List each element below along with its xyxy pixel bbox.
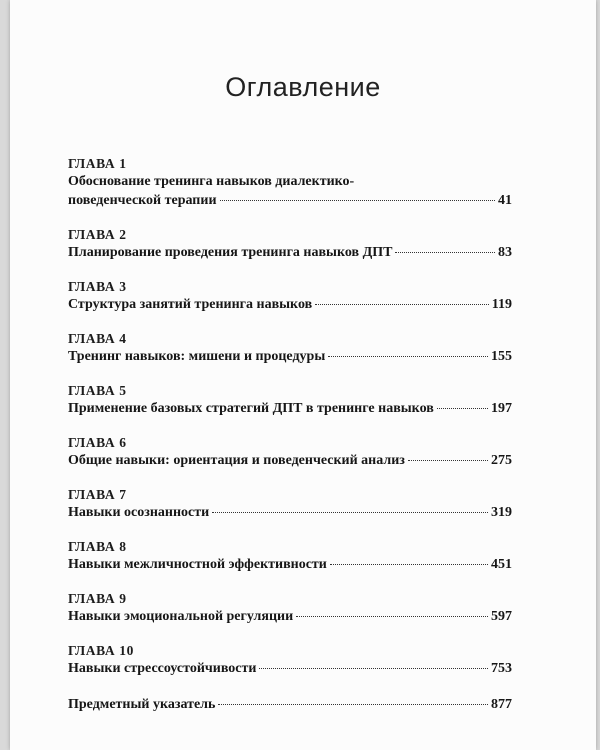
chapter-label: ГЛАВА 5 — [68, 383, 127, 398]
dot-leader — [259, 668, 488, 669]
toc-entry-index — [68, 695, 512, 714]
chapter-title: поведенческой терапии — [68, 193, 217, 208]
chapter-label: ГЛАВА 6 — [68, 435, 127, 450]
toc-entry-2 — [68, 227, 512, 262]
dot-leader — [315, 304, 489, 305]
page-title: Оглавление — [225, 72, 381, 102]
page-number: 119 — [491, 297, 512, 312]
chapter-title-line — [68, 295, 512, 314]
page-number: 41 — [498, 193, 512, 208]
dot-leader — [218, 704, 488, 705]
chapter-title: Навыки межличностной эффективности — [68, 557, 327, 572]
dot-leader — [328, 356, 488, 357]
page-number: 319 — [491, 505, 512, 520]
chapter-title: Навыки стрессоустойчивости — [68, 661, 257, 676]
toc-entry-9 — [68, 591, 512, 626]
page-number: 753 — [491, 661, 512, 676]
page-number: 197 — [491, 401, 512, 416]
page-number: 451 — [491, 557, 512, 572]
chapter-title: Применение базовых стратегий ДПТ в тренинге навыков — [68, 401, 434, 416]
toc-entry-1 — [68, 156, 512, 210]
chapter-title-line — [68, 243, 512, 262]
chapter-label: ГЛАВА 8 — [68, 539, 127, 554]
chapter-label: ГЛАВА 9 — [68, 591, 127, 606]
chapter-title: Тренинг навыков: мишени и процедуры — [68, 349, 326, 364]
page-number: 155 — [491, 349, 512, 364]
toc-entry-7 — [68, 487, 512, 522]
page-number: 877 — [491, 697, 512, 712]
chapter-title-line — [68, 191, 512, 210]
chapter-title-line — [68, 399, 512, 418]
chapter-label: ГЛАВА 2 — [68, 227, 127, 242]
dot-leader — [437, 408, 488, 409]
chapter-label: ГЛАВА 3 — [68, 279, 127, 294]
index-line — [68, 695, 512, 714]
toc-entry-5 — [68, 383, 512, 418]
chapter-label: ГЛАВА 1 — [68, 156, 127, 171]
dot-leader — [212, 512, 488, 513]
chapter-title-line — [68, 451, 512, 470]
toc-entry-4 — [68, 331, 512, 366]
chapter-title: Навыки эмоциональной регуляции — [68, 609, 294, 624]
toc-entry-8 — [68, 539, 512, 574]
page-number: 83 — [498, 245, 512, 260]
toc-entry-3 — [68, 279, 512, 314]
dot-leader — [330, 564, 488, 565]
chapter-label: ГЛАВА 10 — [68, 643, 134, 658]
page-number: 275 — [491, 453, 512, 468]
chapter-title: Планирование проведения тренинга навыков ДПТ — [68, 245, 393, 260]
chapter-label: ГЛАВА 4 — [68, 331, 127, 346]
dot-leader — [408, 460, 488, 461]
chapter-title-line — [68, 659, 512, 678]
toc-entry-10 — [68, 643, 512, 678]
chapter-title-line1: Обоснование тренинга навыков диалектико- — [68, 174, 355, 189]
dot-leader — [296, 616, 488, 617]
chapter-title: Общие навыки: ориентация и поведенческий анализ — [68, 453, 405, 468]
index-title: Предметный указатель — [68, 697, 216, 712]
table-of-contents — [68, 156, 512, 731]
chapter-title: Навыки осознанности — [68, 505, 210, 520]
chapter-label: ГЛАВА 7 — [68, 487, 127, 502]
toc-entry-6 — [68, 435, 512, 470]
dot-leader — [395, 252, 495, 253]
chapter-title-line — [68, 555, 512, 574]
chapter-title-line — [68, 347, 512, 366]
chapter-title: Структура занятий тренинга навыков — [68, 297, 313, 312]
book-page — [10, 0, 596, 750]
dot-leader — [220, 200, 495, 201]
chapter-title-line — [68, 503, 512, 522]
page-number: 597 — [491, 609, 512, 624]
chapter-title-line — [68, 607, 512, 626]
